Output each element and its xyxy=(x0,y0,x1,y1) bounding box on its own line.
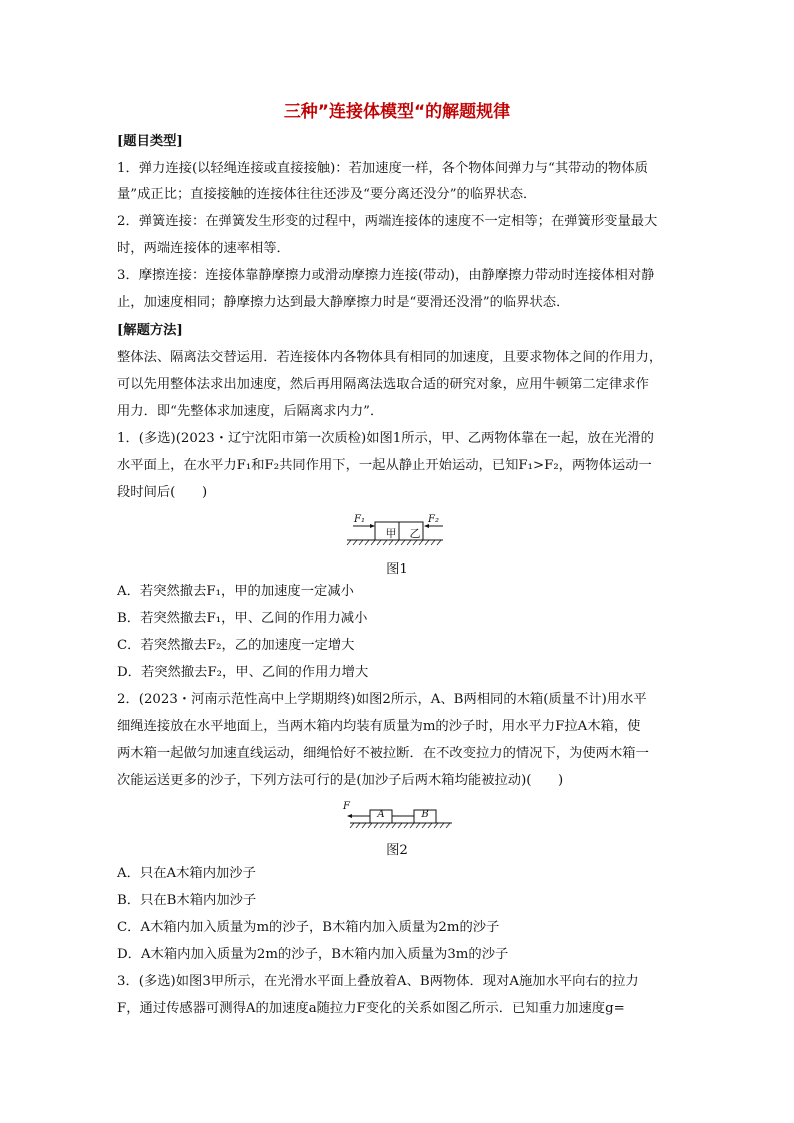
question-2-text: 2．(2023・河南示范性高中上学期期终)如图2所示，A、B两相同的木箱(质量不计)用水平 xyxy=(117,692,647,707)
q1-option-a: A．若突然撤去F₁，甲的加速度一定减小 xyxy=(117,584,354,599)
figure-2-box-a-label: A xyxy=(377,809,385,820)
figure-2-box-b-label: B xyxy=(421,809,429,820)
question-3-text: 3．(多选)如图3甲所示，在光滑水平面上叠放着A、B两物体．现对A施加水平向右的拉力 xyxy=(117,974,639,989)
text-line: 整体法、隔离法交替运用．若连接体内各物体具有相同的加速度，且要求物体之间的作用力， xyxy=(117,350,663,365)
q1-option-c: C．若突然撤去F₂，乙的加速度一定增大 xyxy=(117,638,355,653)
text-line: 1．弹力连接(以轻绳连接或直接接触)：若加速度一样，各个物体间弹力与“其带动的物体质 xyxy=(117,161,648,176)
q2-option-c: C．A木箱内加入质量为m的沙子，B木箱内加入质量为2m的沙子 xyxy=(117,920,500,935)
figure-2-caption: 图2 xyxy=(386,843,408,858)
figure-1-box-jia-label: 甲 xyxy=(385,527,397,540)
text-line: 量”成正比；直接接触的连接体往往还涉及“要分离还没分”的临界状态． xyxy=(117,187,537,202)
figure-2-diagram xyxy=(340,803,460,831)
text-line: 3．摩擦连接：连接体靠静摩擦力或滑动摩擦力连接(带动)，由静摩擦力带动时连接体相对静 xyxy=(117,268,655,283)
text-line: 时，两端连接体的速率相等． xyxy=(117,241,290,256)
page-title: 三种”连接体模型“的解题规律 xyxy=(283,102,511,122)
question-1-text: 段时间后( ) xyxy=(117,485,208,500)
question-2-text: 两木箱一起做匀加速直线运动，细绳恰好不被拉断．在不改变拉力的情况下，为使两木箱一 xyxy=(117,746,649,761)
text-line: 用力．即“先整体求加速度，后隔离求内力”． xyxy=(117,404,384,419)
question-1-text: 1．(多选)(2023・辽宁沈阳市第一次质检)如图1所示，甲、乙两物体靠在一起，放在光滑的 xyxy=(117,431,654,446)
q1-option-d: D．若突然撤去F₂，甲、乙间的作用力增大 xyxy=(117,665,369,680)
text-line: 可以先用整体法求出加速度，然后再用隔离法选取合适的研究对象，应用牛顿第二定律求作 xyxy=(117,377,649,392)
figure-1-box-yi-label: 乙 xyxy=(409,527,421,540)
q2-option-b: B．只在B木箱内加沙子 xyxy=(117,893,257,908)
q1-option-b: B．若突然撤去F₁，甲、乙间的作用力减小 xyxy=(117,611,368,626)
text-line: 止，加速度相同；静摩擦力达到最大静摩擦力时是“要滑还没滑”的临界状态． xyxy=(117,295,570,310)
question-2-text: 次能运送更多的沙子，下列方法可行的是(加沙子后两木箱均能被拉动)( ) xyxy=(117,773,564,788)
figure-2-force-label: F xyxy=(343,801,350,812)
q2-option-d: D．A木箱内加入质量为2m的沙子，B木箱内加入质量为3m的沙子 xyxy=(117,947,509,962)
question-1-text: 水平面上，在水平力F₁和F₂共同作用下，一起从静止开始运动，已知F₁>F₂，两物体运动一 xyxy=(117,458,652,473)
section-heading-method: [解题方法] xyxy=(117,323,183,338)
section-heading-question-types: [题目类型] xyxy=(117,134,183,149)
q2-option-a: A．只在A木箱内加沙子 xyxy=(117,866,256,881)
question-2-text: 细绳连接放在水平地面上，当两木箱内均装有质量为m的沙子时，用水平力F拉A木箱，使 xyxy=(117,719,641,734)
question-3-text: F，通过传感器可测得A的加速度a随拉力F变化的关系如图乙所示．已知重力加速度g= xyxy=(117,1001,625,1016)
text-line: 2．弹簧连接：在弹簧发生形变的过程中，两端连接体的速度不一定相等；在弹簧形变量最大 xyxy=(117,214,658,229)
figure-1-f2-label: F₂ xyxy=(428,514,439,525)
figure-1-caption: 图1 xyxy=(386,562,408,577)
figure-1-f1-label: F₁ xyxy=(354,514,365,525)
